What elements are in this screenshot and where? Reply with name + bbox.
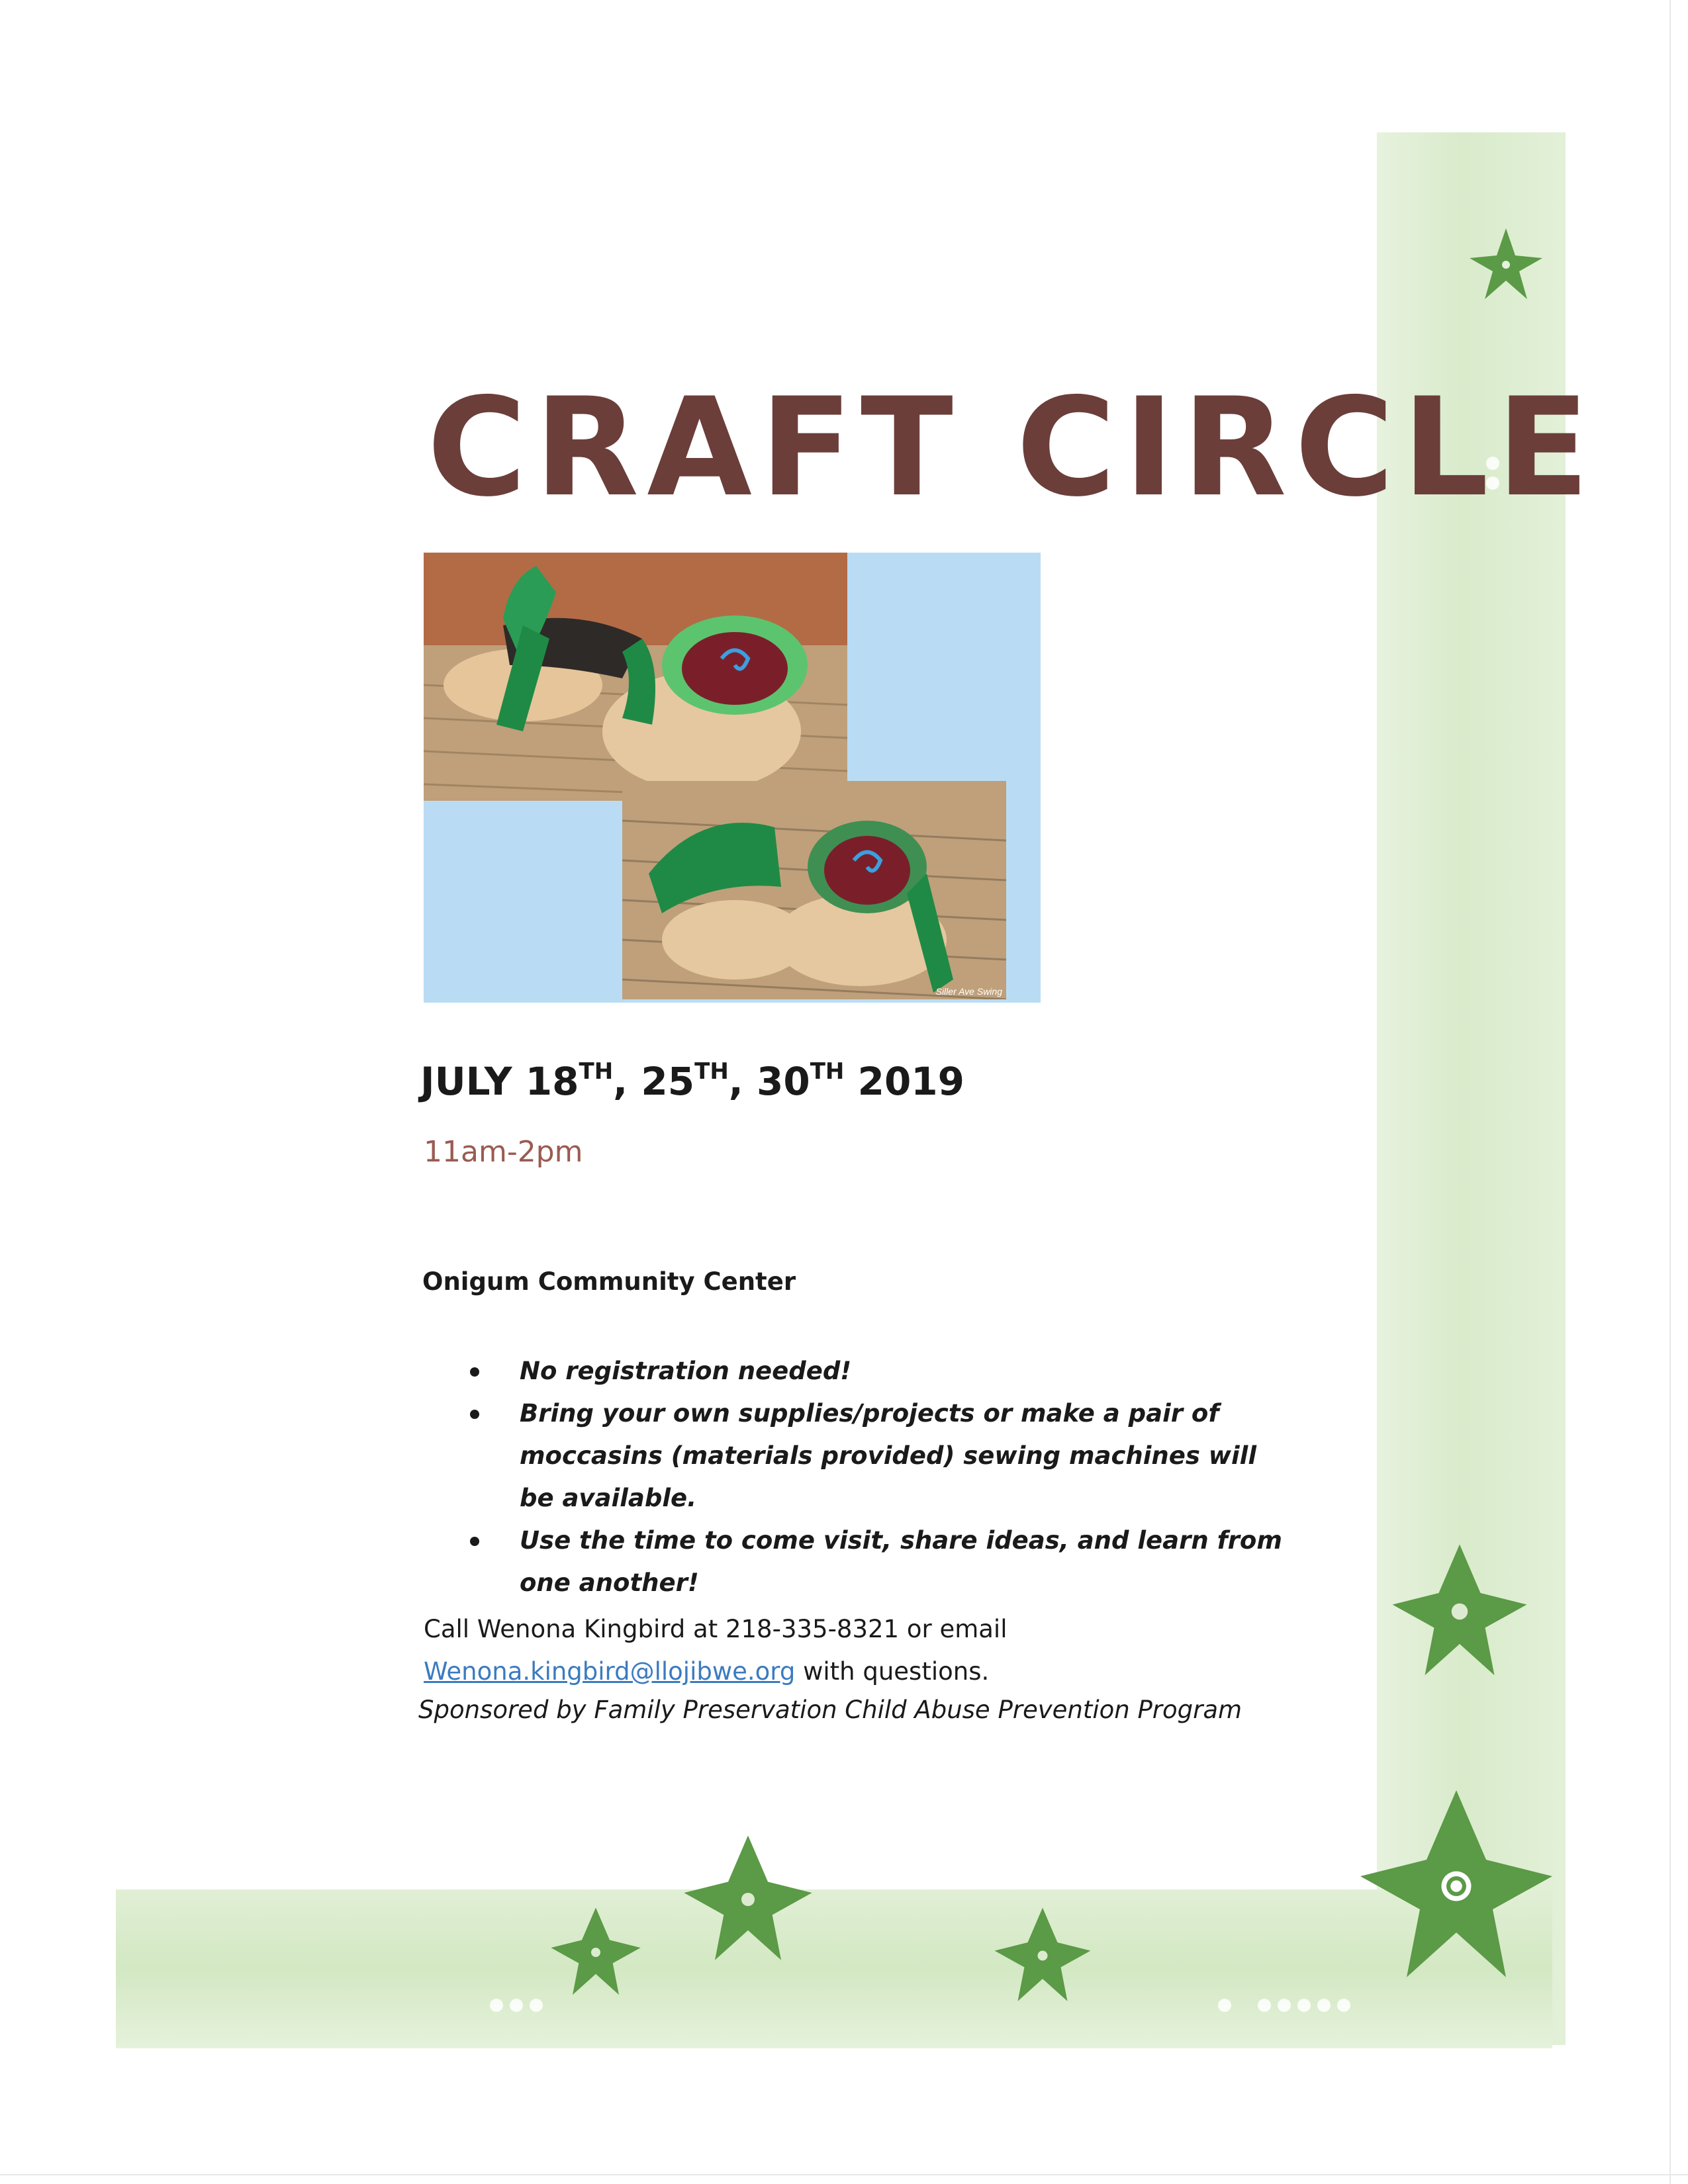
moccasins-photo <box>424 553 847 801</box>
photo-collage <box>424 553 1041 1003</box>
flower-icon <box>1390 1542 1529 1681</box>
photo-caption: Siller Ave Swing <box>935 986 1002 997</box>
sponsor-line: Sponsored by Family Preservation Child Abuse Prevention Program <box>418 1696 1243 1724</box>
event-dates: JULY 18TH, 25TH, 30TH 2019 <box>420 1058 965 1104</box>
flower-icon <box>1357 1787 1556 1985</box>
page-title: CRAFT CIRCLE <box>427 369 1597 527</box>
page-edge <box>1669 0 1671 2184</box>
event-location: Onigum Community Center <box>422 1267 796 1296</box>
list-item: Bring your own supplies/projects or make a pair of moccasins (materials provided) sewing machines will be available. <box>457 1392 1291 1520</box>
contact-suffix: with questions. <box>795 1657 990 1686</box>
list-item: Use the time to come visit, share ideas, and learn from one another! <box>457 1520 1291 1604</box>
flower-icon <box>1466 225 1546 304</box>
flower-icon <box>549 1906 642 1999</box>
border-dots <box>1218 1999 1350 2012</box>
border-dots <box>490 1999 543 2012</box>
flower-icon <box>682 1833 814 1966</box>
list-item: No registration needed! <box>457 1350 1291 1392</box>
moccasins-photo <box>622 781 1006 999</box>
event-time: 11am-2pm <box>424 1135 583 1169</box>
page-edge <box>0 2174 1688 2175</box>
bottom-border-band <box>116 1889 1552 2048</box>
flower-icon <box>993 1906 1092 2005</box>
details-list <box>457 1350 1291 1604</box>
contact-info <box>424 1608 1284 1693</box>
email-link[interactable]: Wenona.kingbird@llojibwe.org <box>424 1657 796 1686</box>
contact-line: Call Wenona Kingbird at 218-335-8321 or email <box>424 1615 1008 1643</box>
